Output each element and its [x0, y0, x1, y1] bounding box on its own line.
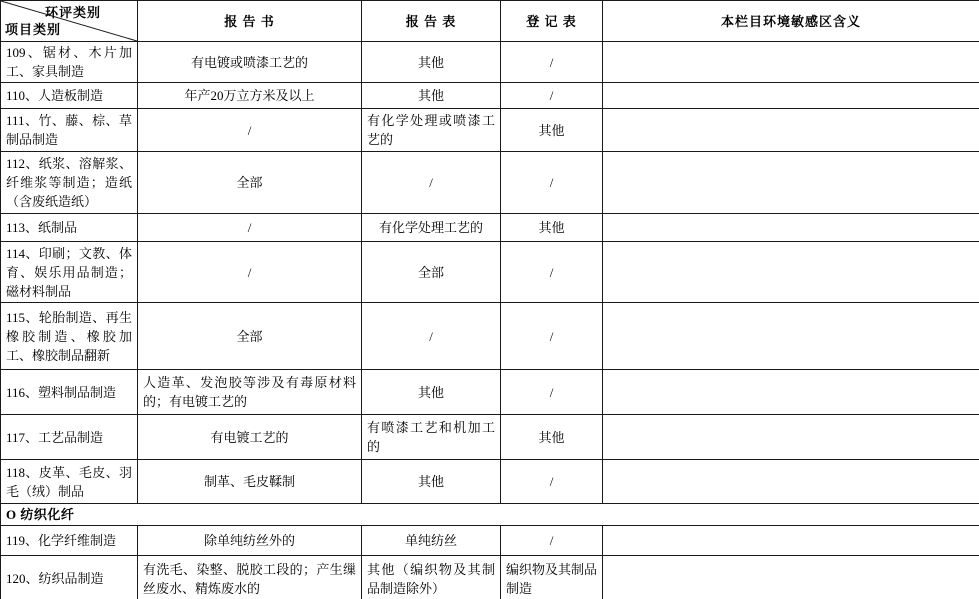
- table-row: [1, 152, 979, 214]
- cell-report-book: 全部: [138, 152, 362, 214]
- cell-report-book: /: [138, 109, 362, 152]
- cell-sensitive-area: [603, 556, 979, 599]
- table-row: [1, 526, 979, 556]
- table-row: [1, 214, 979, 242]
- cell-report-book: 有电镀或喷漆工艺的: [138, 42, 362, 83]
- table-row: [1, 109, 979, 152]
- cell-registration-form: /: [501, 83, 603, 109]
- cell-report-form: 其他: [362, 460, 501, 504]
- cell-category: 110、人造板制造: [1, 83, 138, 109]
- cell-report-book: 除单纯纺丝外的: [138, 526, 362, 556]
- cell-sensitive-area: [603, 152, 979, 214]
- cell-report-form: 单纯纺丝: [362, 526, 501, 556]
- table-row: [1, 242, 979, 303]
- cell-sensitive-area: [603, 242, 979, 303]
- cell-category: 117、工艺品制造: [1, 415, 138, 460]
- table-row: [1, 460, 979, 504]
- cell-report-book: /: [138, 242, 362, 303]
- cell-report-form: 其他（编织物及其制品制造除外）: [362, 556, 501, 599]
- cell-category: 109、锯材、木片加工、家具制造: [1, 42, 138, 83]
- cell-registration-form: /: [501, 242, 603, 303]
- cell-registration-form: /: [501, 526, 603, 556]
- cell-report-form: 其他: [362, 42, 501, 83]
- header-report-form: 报 告 表: [362, 1, 501, 42]
- cell-category: 116、塑料制品制造: [1, 370, 138, 415]
- cell-category: 111、竹、藤、棕、草制品制造: [1, 109, 138, 152]
- cell-report-book: 有洗毛、染整、脱胶工段的；产生缫丝废水、精炼废水的: [138, 556, 362, 599]
- cell-sensitive-area: [603, 415, 979, 460]
- cell-category: 119、化学纤维制造: [1, 526, 138, 556]
- header-eia-category-label: 环评类别: [45, 5, 102, 20]
- table-row: [1, 42, 979, 83]
- header-registration-form: 登 记 表: [501, 1, 603, 42]
- table-row: [1, 303, 979, 370]
- cell-registration-form: 编织物及其制品制造: [501, 556, 603, 599]
- diagonal-header-cell: [1, 1, 138, 42]
- table-row: [1, 415, 979, 460]
- cell-report-form: /: [362, 303, 501, 370]
- cell-report-book: 全部: [138, 303, 362, 370]
- cell-category: 112、纸浆、溶解浆、纤维浆等制造；造纸（含废纸造纸）: [1, 152, 138, 214]
- cell-registration-form: /: [501, 42, 603, 83]
- cell-report-form: /: [362, 152, 501, 214]
- cell-registration-form: /: [501, 152, 603, 214]
- header-project-category-label: 项目类别: [5, 22, 62, 37]
- cell-registration-form: 其他: [501, 214, 603, 242]
- cell-category: 120、纺织品制造: [1, 556, 138, 599]
- header-report-book: 报 告 书: [138, 1, 362, 42]
- cell-sensitive-area: [603, 83, 979, 109]
- cell-sensitive-area: [603, 303, 979, 370]
- cell-report-book: 年产20万立方米及以上: [138, 83, 362, 109]
- table-body: [1, 42, 979, 599]
- table-row: [1, 83, 979, 109]
- cell-registration-form: 其他: [501, 109, 603, 152]
- cell-category: 115、轮胎制造、再生橡胶制造、橡胶加工、橡胶制品翻新: [1, 303, 138, 370]
- cell-sensitive-area: [603, 370, 979, 415]
- cell-category: 114、印刷；文教、体育、娱乐用品制造；磁材料制品: [1, 242, 138, 303]
- cell-report-form: 其他: [362, 83, 501, 109]
- cell-sensitive-area: [603, 109, 979, 152]
- cell-registration-form: 其他: [501, 415, 603, 460]
- table-row: [1, 556, 979, 599]
- cell-report-book: /: [138, 214, 362, 242]
- cell-report-form: 有化学处理或喷漆工艺的: [362, 109, 501, 152]
- cell-sensitive-area: [603, 214, 979, 242]
- header-sensitive-area: 本栏目环境敏感区含义: [603, 1, 979, 42]
- cell-report-form: 有喷漆工艺和机加工的: [362, 415, 501, 460]
- cell-registration-form: /: [501, 303, 603, 370]
- table-row: [1, 370, 979, 415]
- header-row: [1, 1, 979, 42]
- cell-report-form: 全部: [362, 242, 501, 303]
- cell-sensitive-area: [603, 526, 979, 556]
- section-label: O 纺织化纤: [1, 504, 979, 526]
- cell-registration-form: /: [501, 460, 603, 504]
- cell-report-form: 有化学处理工艺的: [362, 214, 501, 242]
- cell-report-form: 其他: [362, 370, 501, 415]
- cell-sensitive-area: [603, 42, 979, 83]
- cell-category: 113、纸制品: [1, 214, 138, 242]
- cell-report-book: 制革、毛皮鞣制: [138, 460, 362, 504]
- cell-registration-form: /: [501, 370, 603, 415]
- cell-report-book: 有电镀工艺的: [138, 415, 362, 460]
- cell-report-book: 人造革、发泡胶等涉及有毒原材料的；有电镀工艺的: [138, 370, 362, 415]
- cell-category: 118、皮革、毛皮、羽毛（绒）制品: [1, 460, 138, 504]
- cell-sensitive-area: [603, 460, 979, 504]
- section-row: [1, 504, 979, 526]
